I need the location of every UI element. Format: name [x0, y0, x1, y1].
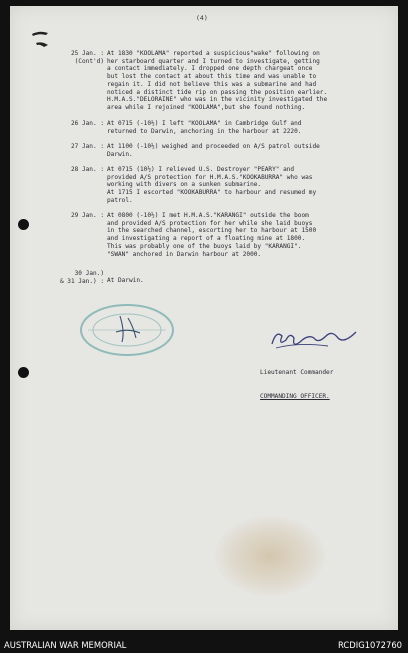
entry-date: 29 Jan. :	[70, 212, 104, 219]
footer-bar	[0, 637, 408, 653]
official-stamp	[78, 302, 176, 358]
document-page	[10, 6, 398, 630]
footer-record-id: RCDIG1072760	[338, 640, 402, 650]
entry-date: 30 Jan.) & 31 Jan.) :	[59, 270, 104, 285]
water-stain	[215, 516, 325, 596]
entry-text: At 0715 (10½) I relieved U.S. Destroyer "PEARY" and provided A/S protection for H.M.A.S."KOOKABURRA" who was working with divers on a sunken submarine. At 1715 I escorted "KOOKABURRA" to harbour and resumed my patrol.	[107, 166, 317, 204]
signature	[268, 326, 360, 352]
entry-text: At Darwin.	[107, 277, 144, 284]
punch-hole	[18, 219, 29, 230]
signature-role: COMMANDING OFFICER.	[260, 393, 330, 400]
entry-text: At 1100 (-10½) weighed and proceeded on A/S patrol outside Darwin.	[107, 143, 320, 158]
signature-block	[260, 353, 333, 417]
signature-rank: Lieutenant Commander	[260, 369, 334, 376]
page-number: (4)	[196, 14, 208, 22]
footer-institution: AUSTRALIAN WAR MEMORIAL	[4, 640, 127, 650]
entry-text: At 0715 (-10½) I left "KOOLAMA" in Cambridge Gulf and returned to Darwin, anchoring in the harbour at 2220.	[107, 120, 302, 135]
entry-text: At 0800 (-10½) I met H.M.A.S."KARANGI" outside the boom and provided A/S protection for her while she laid buoys in the searched channel, escorting her to harbour at 1500 and investigating a report of a floating mine at 1800. This was probably one of the buoys laid by "KARANGI". "SWAN" anchored in Darwin harbour at 2000.	[107, 212, 317, 258]
entry-date: 27 Jan. :	[70, 143, 104, 150]
punch-hole	[18, 367, 29, 378]
entry-date: 28 Jan. :	[70, 166, 104, 173]
entry-date: 25 Jan. : (Cont'd)	[70, 50, 104, 65]
entry-date: 26 Jan. :	[70, 120, 104, 127]
entry-text: At 1830 "KOOLAMA" reported a suspicious"wake" following on her starboard quarter and I turned to investigate, getting a contact immediately. I dropped one depth chargeat once but lost the contact at about this time and was unable to regain it. I did not believe this was a submarine and had noticed a distinct tide rip on passing the position earlier. H.M.A.S."DELORAINE" who was in the vicinity investigated the area while I rejoined "KOOLAMA",but she found nothing.	[107, 50, 328, 111]
